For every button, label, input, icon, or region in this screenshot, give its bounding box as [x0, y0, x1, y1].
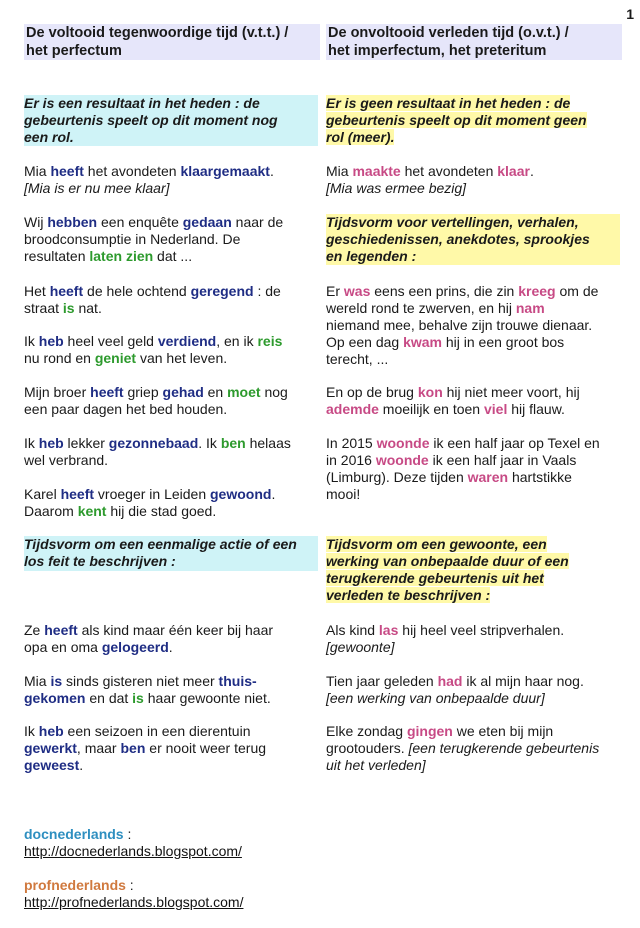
left-header: De voltooid tegenwoordige tijd (v.t.t.) / het perfectum [24, 24, 320, 60]
left-example-9: Mia is sinds gisteren niet meer thuis- gekomen en dat is haar gewoonte niet. [24, 673, 271, 706]
left-example-2: Wij hebben een enquête gedaan naar de broodconsumptie in Nederland. De resultaten laten zien dat ... [24, 214, 284, 264]
left-example-7: Karel heeft vroeger in Leiden gewoond. Daarom kent hij die stad goed. [24, 486, 276, 519]
site-2-name: profnederlands [24, 877, 126, 893]
right-example-7: Elke zondag gingen we eten bij mijn grootouders. [een terugkerende gebeurtenis uit het verleden] [326, 723, 600, 773]
right-example-1: Mia maakte het avondeten klaar. [Mia was ermee bezig] [326, 163, 534, 196]
right-rule-no-result: Er is geen resultaat in het heden : de gebeurtenis speelt op dit moment geen rol (meer). [326, 95, 587, 145]
right-example-5: Als kind las hij heel veel stripverhalen. [gewoonte] [326, 622, 565, 655]
right-example-3: En op de brug kon hij niet meer voort, hij ademde moeilijk en toen viel hij flauw. [326, 384, 580, 417]
site-1-link[interactable]: http://docnederlands.blogspot.com/ [24, 843, 242, 859]
page-number: 1 [626, 6, 634, 22]
left-example-5: Mijn broer heeft griep gehad en moet nog een paar dagen het bed houden. [24, 384, 288, 417]
footer-site-1: docnederlands : http://docnederlands.blogspot.com/ [24, 826, 242, 859]
left-example-10: Ik heb een seizoen in een dierentuin gewerkt, maar ben er nooit weer terug geweest. [24, 723, 267, 773]
left-example-1: Mia heeft het avondeten klaargemaakt. [Mia is er nu mee klaar] [24, 163, 274, 196]
right-header: De onvoltooid verleden tijd (o.v.t.) / het imperfectum, het preteritum [326, 24, 622, 60]
right-example-4: In 2015 woonde ik een half jaar op Texel en in 2016 woonde ik een half jaar in Vaals (Limburg). Deze tijden waren hartstikke mooi! [326, 435, 600, 502]
left-example-8: Ze heeft als kind maar één keer bij haar opa en oma gelogeerd. [24, 622, 274, 655]
left-example-6: Ik heb lekker gezonnebaad. Ik ben helaas wel verbrand. [24, 435, 291, 468]
right-rule-habit: Tijdsvorm om een gewoonte, een werking van onbepaalde duur of een terugkerende gebeurtenis uit het verleden te beschrijven : [326, 536, 569, 603]
site-2-link[interactable]: http://profnederlands.blogspot.com/ [24, 894, 244, 910]
left-rule-single-action: Tijdsvorm om een eenmalige actie of een los feit te beschrijven : [24, 536, 318, 571]
left-example-4: Ik heb heel veel geld verdiend, en ik reis nu rond en geniet van het leven. [24, 333, 283, 366]
left-rule-result: Er is een resultaat in het heden : de gebeurtenis speelt op dit moment nog een rol. [24, 95, 318, 146]
right-rule-narratives: Tijdsvorm voor vertellingen, verhalen, geschiedenissen, anekdotes, sprookjes en legenden : [326, 214, 620, 265]
right-example-2: Er was eens een prins, die zin kreeg om de wereld rond te zwerven, en hij nam niemand mee, behalve zijn trouwe dienaar. Op een dag kwam hij in een groot bos terecht, ... [326, 283, 599, 367]
site-1-name: docnederlands [24, 826, 124, 842]
left-example-3: Het heeft de hele ochtend geregend : de straat is nat. [24, 283, 281, 316]
right-example-6: Tien jaar geleden had ik al mijn haar nog. [een werking van onbepaalde duur] [326, 673, 584, 706]
footer-site-2: profnederlands : http://profnederlands.blogspot.com/ [24, 877, 244, 910]
